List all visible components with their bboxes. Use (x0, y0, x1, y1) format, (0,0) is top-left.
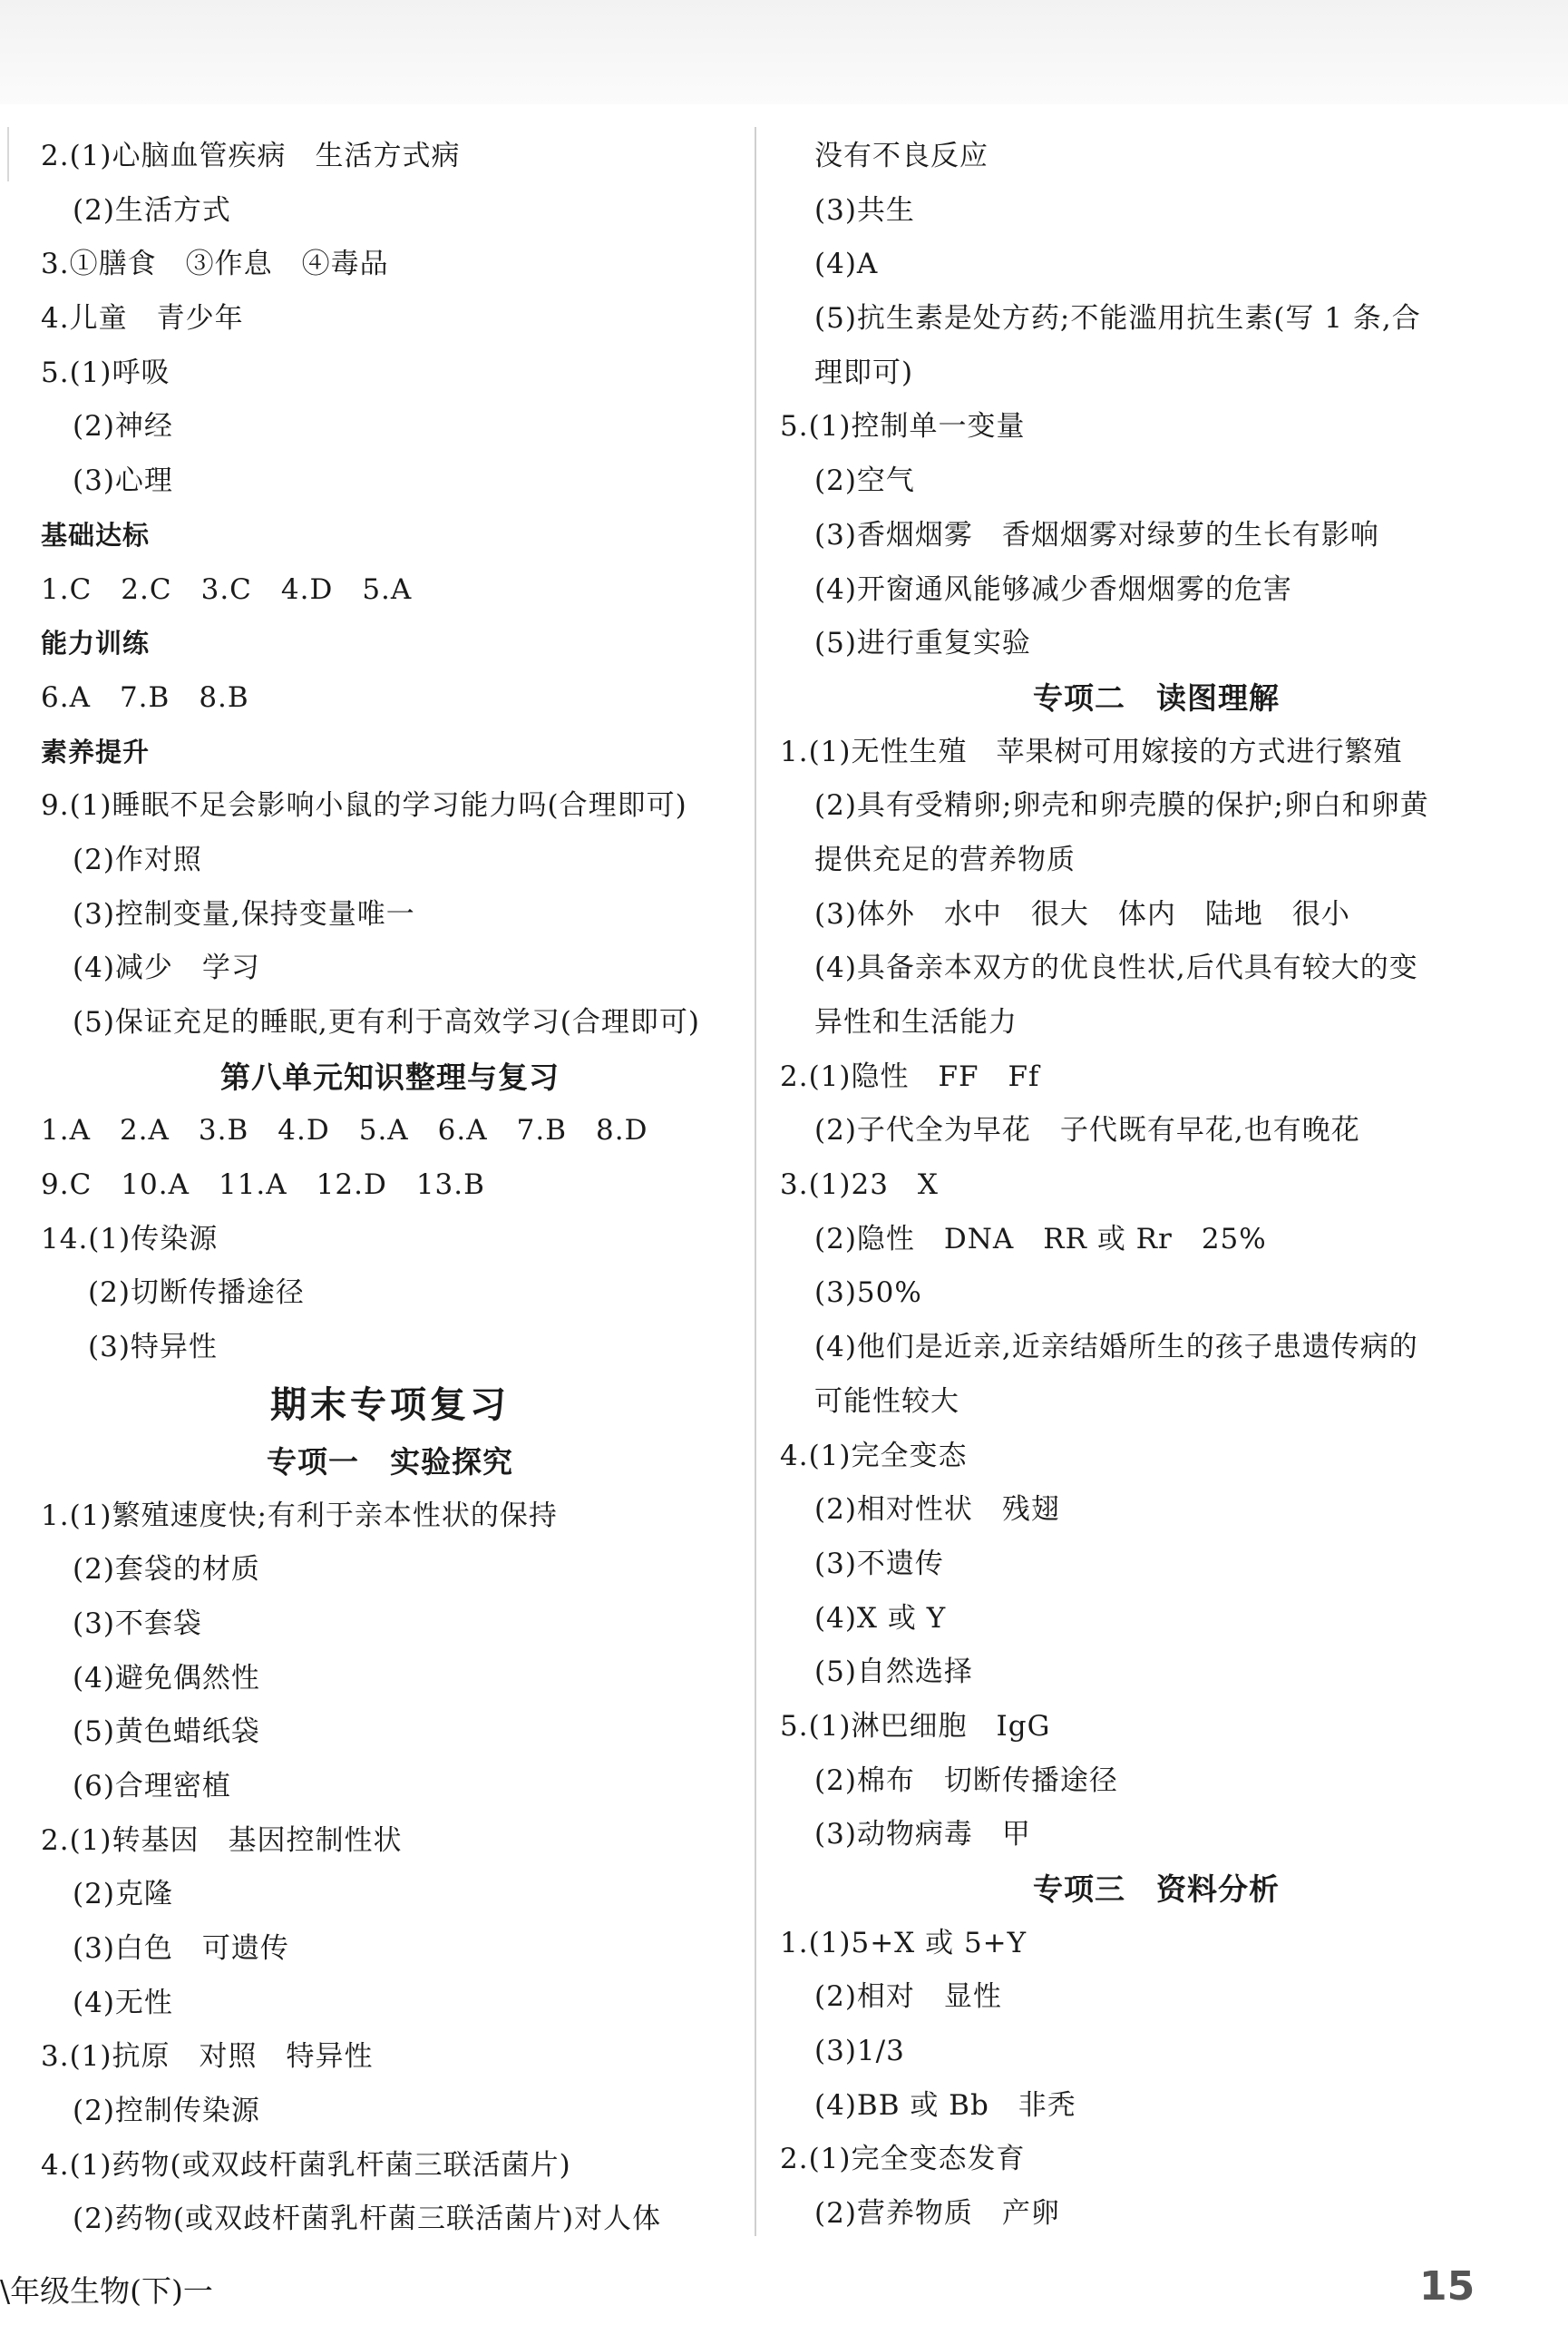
left-answer-line: 4.儿童 青少年 (41, 302, 244, 336)
left-answer-line: 9.C 10.A 11.A 12.D 13.B (41, 1168, 485, 1202)
right-answer-line: 2.(1)完全变态发育 (780, 2143, 1026, 2176)
right-answer-line: (2)相对 显性 (814, 1980, 1002, 2014)
left-subsection-heading: 能力训练 (41, 628, 151, 659)
left-answer-line: (2)切断传播途径 (88, 1276, 305, 1310)
left-section-heading: 专项一 实验探究 (267, 1443, 513, 1480)
right-answer-line: (3)体外 水中 很大 体内 陆地 很小 (814, 897, 1350, 931)
right-answer-line: (2)子代全为早花 子代既有早花,也有晚花 (814, 1114, 1360, 1148)
left-answer-line: 3.①膳食 ③作息 ④毒品 (41, 248, 389, 281)
left-answer-line: 2.(1)心脑血管疾病 生活方式病 (41, 140, 461, 172)
right-answer-line: (3)不遗传 (814, 1547, 944, 1580)
left-answer-line: 14.(1)传染源 (41, 1222, 219, 1255)
right-answer-line: (5)进行重复实验 (814, 627, 1031, 660)
footer-book-title: \年级生物(下)一 (0, 2273, 213, 2309)
left-answer-line: (2)克隆 (73, 1878, 173, 1911)
left-answer-line: (4)减少 学习 (73, 952, 260, 985)
column-divider (755, 127, 756, 2236)
right-answer-line: (4)A (814, 248, 879, 281)
left-answer-line: 5.(1)呼吸 (41, 356, 170, 389)
right-answer-line: 3.(1)23 X (780, 1168, 940, 1202)
left-answer-line: (3)特异性 (88, 1331, 218, 1364)
right-answer-line: 1.(1)5+X 或 5+Y (780, 1926, 1027, 1959)
left-answer-line: 9.(1)睡眠不足会影响小鼠的学习能力吗(合理即可) (41, 789, 687, 823)
left-answer-line: (3)控制变量,保持变量唯一 (73, 897, 415, 931)
right-answer-line: (5)抗生素是处方药;不能滥用抗生素(写 1 条,合 (814, 302, 1421, 336)
right-answer-line: 异性和生活能力 (814, 1006, 1018, 1039)
right-answer-line: 理即可) (814, 356, 914, 389)
right-answer-line: (2)空气 (814, 464, 915, 498)
page-number: 15 (1419, 2263, 1475, 2310)
left-answer-line: (2)生活方式 (73, 193, 231, 227)
right-answer-line: 5.(1)淋巴细胞 IgG (780, 1709, 1051, 1743)
left-answer-line: 1.(1)繁殖速度快;有利于亲本性状的保持 (41, 1499, 558, 1532)
right-answer-line: 没有不良反应 (814, 140, 989, 172)
right-answer-line: (5)自然选择 (814, 1656, 973, 1689)
left-answer-line: 4.(1)药物(或双歧杆菌乳杆菌三联活菌片) (41, 2148, 571, 2182)
left-answer-line: (3)不套袋 (73, 1607, 202, 1640)
right-answer-line: (3)香烟烟雾 香烟烟雾对绿萝的生长有影响 (814, 518, 1379, 552)
left-column (41, 130, 739, 2247)
left-subsection-heading: 素养提升 (41, 736, 151, 767)
right-answer-line: (3)共生 (814, 193, 915, 227)
right-answer-line: (2)隐性 DNA RR 或 Rr 25% (814, 1222, 1267, 1255)
left-answer-line: (2)套袋的材质 (73, 1553, 260, 1587)
right-section-heading: 专项二 读图理解 (1033, 679, 1280, 716)
right-section-heading: 专项三 资料分析 (1033, 1871, 1280, 1907)
left-answer-line: (3)白色 可遗传 (73, 1932, 289, 1965)
left-answer-line: (4)无性 (73, 1986, 173, 2019)
left-answer-line: (2)控制传染源 (73, 2095, 260, 2128)
left-answer-line: (2)药物(或双歧杆菌乳杆菌三联活菌片)对人体 (73, 2203, 662, 2236)
left-answer-line: 6.A 7.B 8.B (41, 680, 249, 714)
right-answer-line: (3)50% (814, 1276, 922, 1310)
left-margin-rule (7, 127, 9, 181)
left-answer-line: (4)避免偶然性 (73, 1661, 260, 1695)
left-section-heading: 第八单元知识整理与复习 (220, 1059, 560, 1095)
left-answer-line: (2)作对照 (73, 843, 202, 876)
right-answer-line: 2.(1)隐性 FF Ff (780, 1060, 1040, 1093)
top-scan-band (0, 0, 1568, 104)
right-answer-line: (4)开窗通风能够减少香烟烟雾的危害 (814, 572, 1292, 606)
right-answer-line: (2)营养物质 产卵 (814, 2197, 1060, 2231)
right-answer-line: (4)X 或 Y (814, 1601, 947, 1635)
right-answer-line: (4)BB 或 Bb 非秃 (814, 2088, 1076, 2122)
left-answer-line: (6)合理密植 (73, 1769, 231, 1802)
right-answer-line: (2)棉布 切断传播途径 (814, 1763, 1118, 1797)
right-answer-line: (2)具有受精卵;卵壳和卵壳膜的保护;卵白和卵黄 (814, 789, 1429, 823)
right-answer-line: (2)相对性状 残翅 (814, 1493, 1060, 1527)
right-answer-line: 5.(1)控制单一变量 (780, 410, 1026, 444)
left-chapter-heading: 期末专项复习 (270, 1383, 510, 1426)
right-answer-line: 1.(1)无性生殖 苹果树可用嫁接的方式进行繁殖 (780, 735, 1403, 768)
right-answer-line: 4.(1)完全变态 (780, 1439, 968, 1472)
left-answer-line: 3.(1)抗原 对照 特异性 (41, 2040, 374, 2074)
right-answer-line: (3)1/3 (814, 2035, 905, 2068)
right-answer-line: (4)他们是近亲,近亲结婚所生的孩子患遗传病的 (814, 1331, 1418, 1364)
left-answer-line: (2)神经 (73, 410, 173, 444)
left-answer-line: (5)保证充足的睡眠,更有利于高效学习(合理即可) (73, 1006, 700, 1039)
right-column (780, 130, 1533, 2242)
right-answer-line: 可能性较大 (814, 1384, 959, 1418)
left-answer-line: 1.A 2.A 3.B 4.D 5.A 6.A 7.B 8.D (41, 1114, 648, 1148)
left-answer-line: 2.(1)转基因 基因控制性状 (41, 1823, 403, 1857)
left-answer-line: (5)黄色蜡纸袋 (73, 1715, 260, 1749)
right-answer-line: (4)具备亲本双方的优良性状,后代具有较大的变 (814, 952, 1418, 985)
left-answer-line: 1.C 2.C 3.C 4.D 5.A (41, 572, 413, 606)
right-answer-line: 提供充足的营养物质 (814, 843, 1076, 876)
left-subsection-heading: 基础达标 (41, 519, 151, 551)
right-answer-line: (3)动物病毒 甲 (814, 1818, 1031, 1851)
left-answer-line: (3)心理 (73, 464, 173, 498)
